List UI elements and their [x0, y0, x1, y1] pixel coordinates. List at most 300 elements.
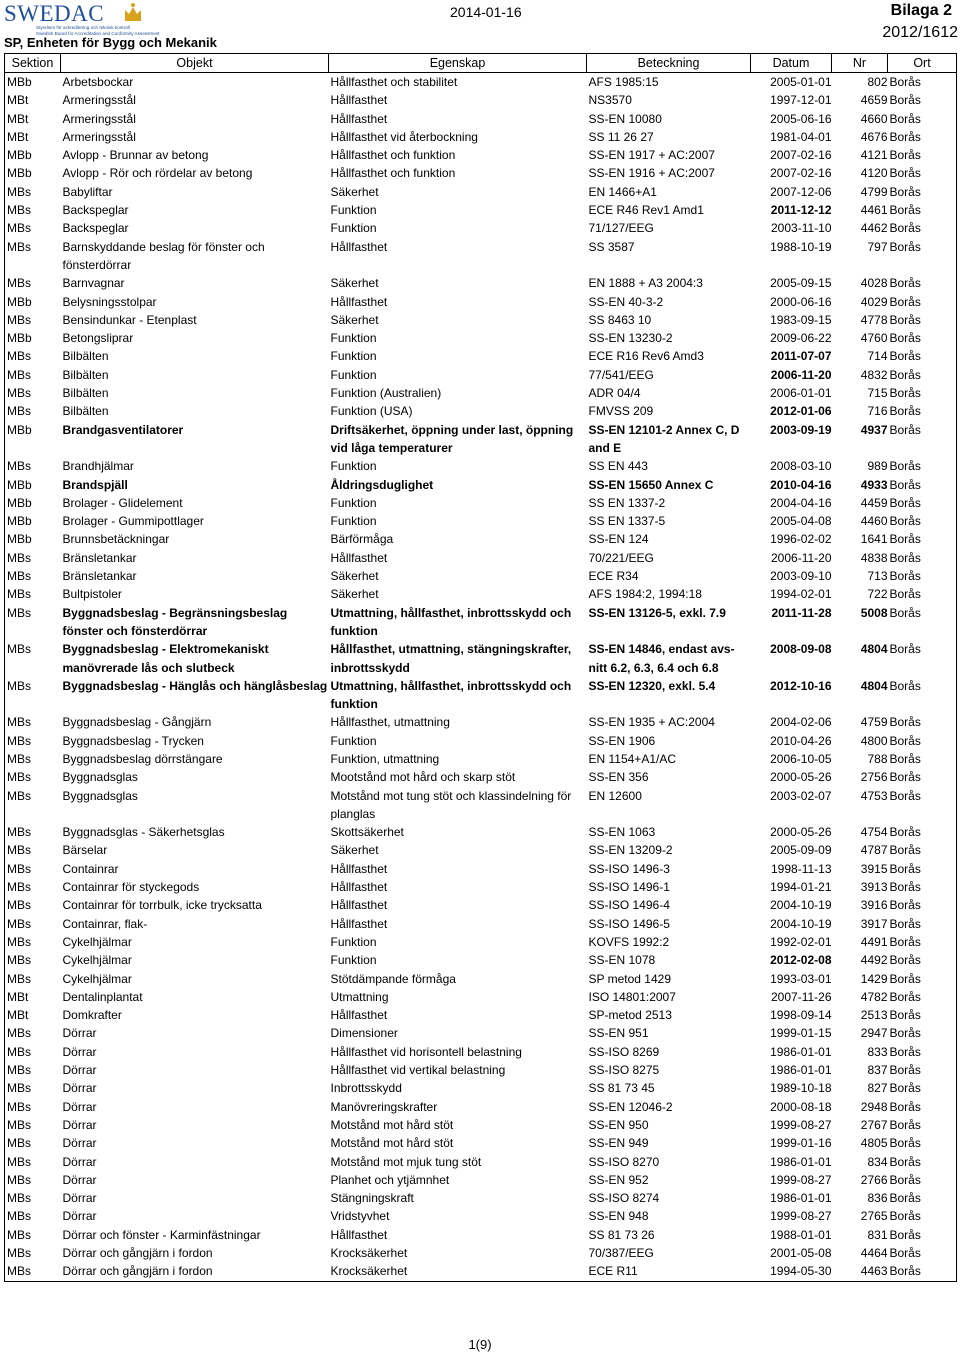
cell-egenskap: Hållfasthet	[330, 861, 388, 876]
logo-subtitle-sv: Styrelsen för ackreditering och teknisk kontroll	[36, 25, 130, 30]
cell-nr: 714	[867, 349, 888, 364]
cell-beteckning: SS-EN 10080	[588, 111, 662, 126]
cell-nr: 5008	[860, 605, 888, 620]
table-row	[5, 896, 957, 914]
cell-egenskap: Funktion	[330, 953, 377, 968]
cell-beteckning: SS-EN 950	[588, 1117, 649, 1132]
cell-ort: Borås	[889, 1081, 921, 1096]
cell-datum: 1998-09-14	[770, 1008, 832, 1023]
cell-egenskap: Hållfasthet vid vertikal belastning	[330, 1063, 506, 1078]
cell-datum: 2007-02-16	[770, 166, 832, 181]
cell-beteckning: SS-EN 12320, exkl. 5.4	[588, 678, 716, 693]
cell-ort: Borås	[889, 1191, 921, 1206]
cell-ort: Borås	[889, 514, 921, 529]
cell-datum: 2003-09-19	[770, 422, 832, 437]
cell-egenskap: Säkerhet	[330, 184, 379, 199]
cell-ort: Borås	[889, 477, 921, 492]
cell-ort: Borås	[889, 1227, 921, 1242]
cell-sektion: MBs	[7, 751, 31, 766]
cell-datum: 2008-03-10	[770, 459, 832, 474]
cell-egenskap: Säkerhet	[330, 569, 379, 584]
cell-sektion: MBb	[7, 422, 32, 437]
cell-egenskap: Hållfasthet	[330, 898, 388, 913]
cell-nr: 802	[867, 75, 888, 89]
cell-sektion: MBs	[7, 1191, 31, 1206]
table-row	[5, 549, 957, 567]
cell-sektion: MBs	[7, 880, 31, 895]
cell-egenskap: Hållfasthet och funktion	[330, 148, 456, 163]
cell-beteckning: NS3570	[588, 93, 632, 108]
cell-beteckning: SS-ISO 1496-5	[588, 916, 670, 931]
cell-nr: 4782	[860, 989, 888, 1004]
cell-ort: Borås	[889, 1154, 921, 1169]
cell-ort: Borås	[889, 349, 921, 364]
cell-datum: 2012-01-06	[770, 404, 832, 419]
cell-objekt: Bensindunkar - Etenplast	[62, 312, 197, 327]
table-row	[5, 183, 957, 201]
cell-sektion: MBs	[7, 934, 31, 949]
cell-egenskap: Inbrottsskydd	[330, 1081, 402, 1096]
cell-egenskap: Motstånd mot tung stöt och klassindelning för planglas	[330, 788, 572, 821]
cell-nr: 3916	[860, 898, 888, 913]
cell-nr: 1429	[860, 971, 888, 986]
table-row	[5, 1226, 957, 1244]
cell-nr: 713	[867, 569, 888, 584]
document-number: 2012/1612	[882, 24, 958, 41]
cell-ort: Borås	[889, 1264, 921, 1279]
cell-sektion: MBs	[7, 587, 31, 602]
cell-ort: Borås	[889, 495, 921, 510]
cell-datum: 2005-04-08	[770, 514, 832, 529]
cell-objekt: Byggnadsbeslag dörrstängare	[62, 751, 223, 766]
cell-egenskap: Motstånd mot hård stöt	[330, 1136, 454, 1151]
document-date: 2014-01-16	[450, 4, 522, 20]
cell-beteckning: SS-ISO 8269	[588, 1044, 660, 1059]
cell-nr: 4462	[860, 221, 888, 236]
cell-beteckning: SS 3587	[588, 239, 635, 254]
table-row	[5, 421, 957, 458]
cell-nr: 716	[867, 404, 888, 419]
cell-nr: 834	[867, 1154, 888, 1169]
cell-datum: 2005-06-16	[770, 111, 832, 126]
appendix-label: Bilaga 2	[890, 2, 952, 19]
cell-datum: 2003-09-10	[770, 569, 832, 584]
cell-beteckning: SS-ISO 1496-1	[588, 880, 670, 895]
cell-ort: Borås	[889, 788, 921, 803]
cell-sektion: MBs	[7, 184, 31, 199]
cell-sektion: MBs	[7, 367, 31, 382]
cell-egenskap: Hållfasthet vid återbockning	[330, 129, 478, 144]
cell-beteckning: FMVSS 209	[588, 404, 654, 419]
cell-nr: 4838	[860, 550, 888, 565]
cell-objekt: Bilbälten	[62, 367, 109, 382]
cell-ort: Borås	[889, 1117, 921, 1132]
cell-datum: 1994-05-30	[770, 1264, 832, 1279]
cell-egenskap: Hållfasthet	[330, 916, 388, 931]
table-row	[5, 293, 957, 311]
cell-beteckning: SS-EN 40-3-2	[588, 294, 664, 309]
cell-ort: Borås	[889, 294, 921, 309]
cell-sektion: MBs	[7, 1026, 31, 1041]
cell-egenskap: Stängningskraft	[330, 1191, 414, 1206]
table-row	[5, 1024, 957, 1042]
cell-nr: 827	[867, 1081, 888, 1096]
cell-nr: 4459	[860, 495, 888, 510]
cell-beteckning: SS-EN 1063	[588, 825, 656, 840]
cell-sektion: MBs	[7, 349, 31, 364]
cell-egenskap: Motstånd mot mjuk tung stöt	[330, 1154, 482, 1169]
cell-datum: 2008-09-08	[770, 642, 832, 657]
cell-sektion: MBt	[7, 1008, 29, 1023]
table-row	[5, 1116, 957, 1134]
cell-beteckning: SS 11 26 27	[588, 129, 654, 144]
cell-egenskap: Hållfasthet	[330, 111, 388, 126]
cell-ort: Borås	[889, 843, 921, 858]
cell-ort: Borås	[889, 898, 921, 913]
cell-beteckning: EN 1888 + A3 2004:3	[588, 276, 703, 291]
cell-beteckning: SS-EN 13230-2	[588, 331, 673, 346]
cell-nr: 4029	[860, 294, 888, 309]
cell-egenskap: Hållfasthet, utmattning, stängningskrafter, inbrottsskydd	[330, 642, 572, 675]
cell-objekt: Dörrar	[62, 1063, 97, 1078]
cell-ort: Borås	[889, 1172, 921, 1187]
cell-nr: 4937	[860, 422, 888, 437]
table-row	[5, 457, 957, 475]
cell-objekt: Containrar för torrbulk, icke trycksatta	[62, 898, 262, 913]
cell-sektion: MBs	[7, 788, 31, 803]
cell-egenskap: Säkerhet	[330, 276, 379, 291]
cell-beteckning: ECE R11	[588, 1264, 638, 1279]
cell-beteckning: SS-EN 14846, endast avs-nitt 6.2, 6.3, 6.4 och 6.8	[588, 642, 735, 675]
cell-objekt: Armeringsstål	[62, 93, 136, 108]
cell-datum: 1986-01-01	[770, 1044, 832, 1059]
cell-beteckning: AFS 1984:2, 1994:18	[588, 587, 702, 602]
cell-objekt: Babyliftar	[62, 184, 113, 199]
cell-nr: 3915	[860, 861, 888, 876]
cell-objekt: Byggnadsbeslag - Begränsningsbeslag fönster och fönsterdörrar	[62, 605, 288, 638]
column-header-datum: Datum	[751, 54, 832, 73]
table-row	[5, 713, 957, 731]
cell-datum: 2000-05-26	[770, 825, 832, 840]
cell-objekt: Arbetsbockar	[62, 75, 134, 89]
cell-nr: 2765	[860, 1209, 888, 1224]
cell-nr: 2947	[860, 1026, 888, 1041]
cell-datum: 1986-01-01	[770, 1191, 832, 1206]
cell-ort: Borås	[889, 550, 921, 565]
cell-ort: Borås	[889, 770, 921, 785]
table-row	[5, 933, 957, 951]
cell-sektion: MBs	[7, 1172, 31, 1187]
cell-nr: 4759	[860, 715, 888, 730]
column-header-objekt: Objekt	[61, 54, 329, 73]
cell-sektion: MBs	[7, 386, 31, 401]
cell-datum: 2007-02-16	[770, 148, 832, 163]
cell-ort: Borås	[889, 1246, 921, 1260]
cell-sektion: MBb	[7, 477, 32, 492]
cell-beteckning: EN 12600	[588, 788, 642, 803]
cell-datum: 1999-01-16	[770, 1136, 832, 1151]
cell-objekt: Dörrar	[62, 1209, 97, 1224]
cell-objekt: Containrar, flak-	[62, 916, 148, 931]
cell-nr: 3917	[860, 916, 888, 931]
cell-objekt: Dörrar och gångjärn i fordon	[62, 1246, 213, 1260]
cell-beteckning: SS-EN 1935 + AC:2004	[588, 715, 715, 730]
cell-ort: Borås	[889, 880, 921, 895]
cell-ort: Borås	[889, 422, 921, 437]
cell-egenskap: Utmattning, hållfasthet, inbrottsskydd och funktion	[330, 678, 572, 712]
cell-egenskap: Planhet och ytjämnhet	[330, 1172, 450, 1187]
cell-ort: Borås	[889, 934, 921, 949]
cell-egenskap: Krocksäkerhet	[330, 1246, 408, 1260]
cell-sektion: MBs	[7, 1099, 31, 1114]
cell-sektion: MBs	[7, 1136, 31, 1151]
cell-beteckning: SS-EN 15650 Annex C	[588, 477, 714, 492]
table-row	[5, 402, 957, 420]
cell-egenskap: Hållfasthet	[330, 550, 388, 565]
cell-datum: 1999-08-27	[770, 1117, 832, 1132]
cell-ort: Borås	[889, 276, 921, 291]
cell-datum: 1994-01-21	[770, 880, 832, 895]
cell-objekt: Brolager - Gummipottlager	[62, 514, 204, 529]
cell-datum: 1989-10-18	[770, 1081, 832, 1096]
cell-datum: 2011-11-28	[771, 605, 832, 620]
cell-egenskap: Utmattning	[330, 989, 389, 1004]
table-row	[5, 219, 957, 237]
cell-egenskap: Funktion	[330, 495, 377, 510]
table-row	[5, 1006, 957, 1024]
cell-beteckning: SS-EN 356	[588, 770, 649, 785]
cell-datum: 2005-01-01	[770, 75, 832, 89]
cell-ort: Borås	[889, 312, 921, 327]
cell-sektion: MBs	[7, 569, 31, 584]
cell-beteckning: SS-ISO 1496-3	[588, 861, 670, 876]
cell-objekt: Dörrar	[62, 1191, 97, 1206]
cell-egenskap: Hållfasthet	[330, 1008, 388, 1023]
cell-egenskap: Mootstånd mot hård och skarp stöt	[330, 770, 516, 785]
cell-sektion: MBs	[7, 1264, 31, 1279]
cell-ort: Borås	[889, 203, 921, 218]
cell-nr: 4659	[860, 93, 888, 108]
swedac-logo	[4, 1, 160, 37]
cell-sektion: MBs	[7, 843, 31, 858]
cell-sektion: MBs	[7, 1081, 31, 1096]
cell-nr: 4778	[860, 312, 888, 327]
cell-objekt: Dörrar	[62, 1081, 97, 1096]
cell-sektion: MBb	[7, 294, 32, 309]
cell-ort: Borås	[889, 129, 921, 144]
cell-sektion: MBs	[7, 459, 31, 474]
cell-sektion: MBs	[7, 678, 31, 693]
cell-egenskap: Manövreringskrafter	[330, 1099, 438, 1114]
cell-ort: Borås	[889, 605, 921, 620]
cell-beteckning: SS 8463 10	[588, 312, 652, 327]
cell-objekt: Brunnsbetäckningar	[62, 532, 170, 547]
cell-nr: 4787	[860, 843, 888, 858]
cell-datum: 2004-10-19	[770, 898, 832, 913]
cell-beteckning: SP-metod 2513	[588, 1008, 672, 1023]
cell-ort: Borås	[889, 971, 921, 986]
cell-egenskap: Vridstyvhet	[330, 1209, 390, 1224]
table-row	[5, 347, 957, 365]
cell-datum: 2006-11-20	[770, 367, 832, 382]
cell-sektion: MBs	[7, 203, 31, 218]
table-row	[5, 732, 957, 750]
cell-ort: Borås	[889, 569, 921, 584]
cell-ort: Borås	[889, 221, 921, 236]
cell-ort: Borås	[889, 733, 921, 748]
cell-datum: 1981-04-01	[770, 129, 832, 144]
cell-egenskap: Hållfasthet	[330, 93, 388, 108]
cell-sektion: MBs	[7, 916, 31, 931]
logo-wordmark: SWEDAC	[4, 1, 105, 26]
cell-objekt: Bärselar	[62, 843, 108, 858]
cell-egenskap: Säkerhet	[330, 843, 379, 858]
cell-objekt: Bultpistoler	[62, 587, 122, 602]
cell-egenskap: Säkerhet	[330, 587, 379, 602]
cell-egenskap: Hållfasthet och stabilitet	[330, 75, 458, 89]
table-row	[5, 988, 957, 1006]
cell-datum: 2000-05-26	[770, 770, 832, 785]
crown-icon	[122, 1, 144, 23]
cell-objekt: Byggnadsbeslag - Trycken	[62, 733, 204, 748]
cell-sektion: MBs	[7, 221, 31, 236]
cell-beteckning: SS-EN 1917 + AC:2007	[588, 148, 715, 163]
cell-sektion: MBt	[7, 93, 29, 108]
table-row	[5, 750, 957, 768]
cell-objekt: Byggnadsbeslag - Elektromekaniskt manövrerade lås och slutbeck	[62, 642, 269, 675]
cell-nr: 4753	[860, 788, 888, 803]
cell-datum: 2006-11-20	[771, 550, 832, 565]
cell-beteckning: SS-EN 949	[588, 1136, 649, 1151]
table-row	[5, 164, 957, 182]
cell-objekt: Byggnadsbeslag - Hänglås och hänglåsbeslag	[62, 678, 328, 693]
cell-datum: 1988-01-01	[770, 1227, 832, 1242]
cell-datum: 1986-01-01	[770, 1063, 832, 1078]
table-row	[5, 1153, 957, 1171]
cell-objekt: Belysningsstolpar	[62, 294, 157, 309]
cell-sektion: MBs	[7, 550, 31, 565]
cell-nr: 797	[867, 239, 888, 254]
cell-egenskap: Utmattning, hållfasthet, inbrottsskydd och funktion	[330, 605, 572, 638]
table-row	[5, 787, 957, 824]
table-row	[5, 1098, 957, 1116]
cell-sektion: MBs	[7, 404, 31, 419]
cell-objekt: Backspeglar	[62, 221, 129, 236]
cell-sektion: MBb	[7, 75, 32, 89]
cell-beteckning: ECE R16 Rev6 Amd3	[588, 349, 704, 364]
cell-nr: 4805	[860, 1136, 888, 1151]
cell-objekt: Barnvagnar	[62, 276, 125, 291]
cell-sektion: MBb	[7, 166, 32, 181]
cell-ort: Borås	[889, 751, 921, 766]
cell-beteckning: SS-EN 1916 + AC:2007	[588, 166, 715, 181]
cell-objekt: Bilbälten	[62, 386, 109, 401]
cell-datum: 2007-12-06	[770, 184, 832, 199]
cell-beteckning: SS-EN 1906	[588, 733, 656, 748]
table-row	[5, 91, 957, 109]
cell-objekt: Byggnadsglas - Säkerhetsglas	[62, 825, 225, 840]
cell-datum: 2011-07-07	[770, 349, 832, 364]
logo-subtitle-en: Swedish Board for Accreditation and Conformity Assessment	[36, 31, 160, 36]
cell-nr: 4800	[860, 733, 888, 748]
cell-objekt: Containrar	[62, 861, 119, 876]
cell-objekt: Betongsliprar	[62, 331, 134, 346]
cell-nr: 2767	[860, 1117, 888, 1132]
cell-ort: Borås	[889, 459, 921, 474]
cell-nr: 837	[867, 1063, 888, 1078]
cell-datum: 2006-01-01	[770, 386, 832, 401]
cell-nr: 4028	[860, 276, 888, 291]
cell-beteckning: EN 1466+A1	[588, 184, 657, 199]
cell-datum: 2003-02-07	[770, 788, 832, 803]
cell-datum: 2007-11-26	[771, 989, 832, 1004]
cell-beteckning: KOVFS 1992:2	[588, 934, 670, 949]
cell-datum: 1999-08-27	[770, 1209, 832, 1224]
cell-datum: 1988-10-19	[770, 239, 832, 254]
table-row	[5, 1262, 957, 1281]
cell-objekt: Dörrar	[62, 1026, 97, 1041]
cell-datum: 2004-04-16	[770, 495, 832, 510]
table-row	[5, 970, 957, 988]
cell-egenskap: Funktion (Australien)	[330, 386, 442, 401]
cell-objekt: Bilbälten	[62, 349, 109, 364]
cell-datum: 2012-02-08	[770, 953, 832, 968]
cell-beteckning: SS 81 73 45	[588, 1081, 655, 1096]
column-header-sektion: Sektion	[5, 54, 61, 73]
cell-nr: 722	[867, 587, 888, 602]
table-row	[5, 201, 957, 219]
cell-datum: 2001-05-08	[770, 1246, 832, 1260]
cell-beteckning: SS-EN 952	[588, 1172, 649, 1187]
table-row	[5, 73, 957, 92]
cell-sektion: MBs	[7, 770, 31, 785]
cell-datum: 2003-11-10	[771, 221, 832, 236]
cell-egenskap: Motstånd mot hård stöt	[330, 1117, 454, 1132]
cell-datum: 1992-02-01	[770, 934, 832, 949]
cell-egenskap: Bärförmåga	[330, 532, 394, 547]
cell-sektion: MBb	[7, 532, 32, 547]
cell-egenskap: Hållfasthet och funktion	[330, 166, 456, 181]
cell-nr: 4933	[860, 477, 888, 492]
cell-datum: 2009-06-22	[770, 331, 832, 346]
cell-egenskap: Skottsäkerhet	[330, 825, 404, 840]
table-row	[5, 311, 957, 329]
page-header	[0, 0, 960, 54]
table-row	[5, 1171, 957, 1189]
cell-nr: 4121	[860, 148, 888, 163]
cell-datum: 2010-04-26	[770, 733, 832, 748]
cell-nr: 4832	[860, 367, 888, 382]
cell-ort: Borås	[889, 166, 921, 181]
cell-ort: Borås	[889, 715, 921, 730]
cell-beteckning: 70/387/EEG	[588, 1246, 654, 1260]
cell-nr: 4491	[860, 934, 888, 949]
cell-ort: Borås	[889, 642, 921, 657]
cell-objekt: Brandspjäll	[62, 477, 128, 492]
cell-sektion: MBs	[7, 1246, 31, 1260]
cell-nr: 833	[867, 1044, 888, 1059]
cell-beteckning: SS EN 1337-2	[588, 495, 666, 510]
cell-nr: 1641	[860, 532, 888, 547]
cell-objekt: Avlopp - Rör och rördelar av betong	[62, 166, 253, 181]
cell-sektion: MBs	[7, 1063, 31, 1078]
cell-objekt: Armeringsstål	[62, 129, 136, 144]
cell-beteckning: 71/127/EEG	[588, 221, 654, 236]
cell-objekt: Dentalinplantat	[62, 989, 143, 1004]
table-row	[5, 951, 957, 969]
cell-ort: Borås	[889, 367, 921, 382]
cell-egenskap: Funktion (USA)	[330, 404, 413, 419]
